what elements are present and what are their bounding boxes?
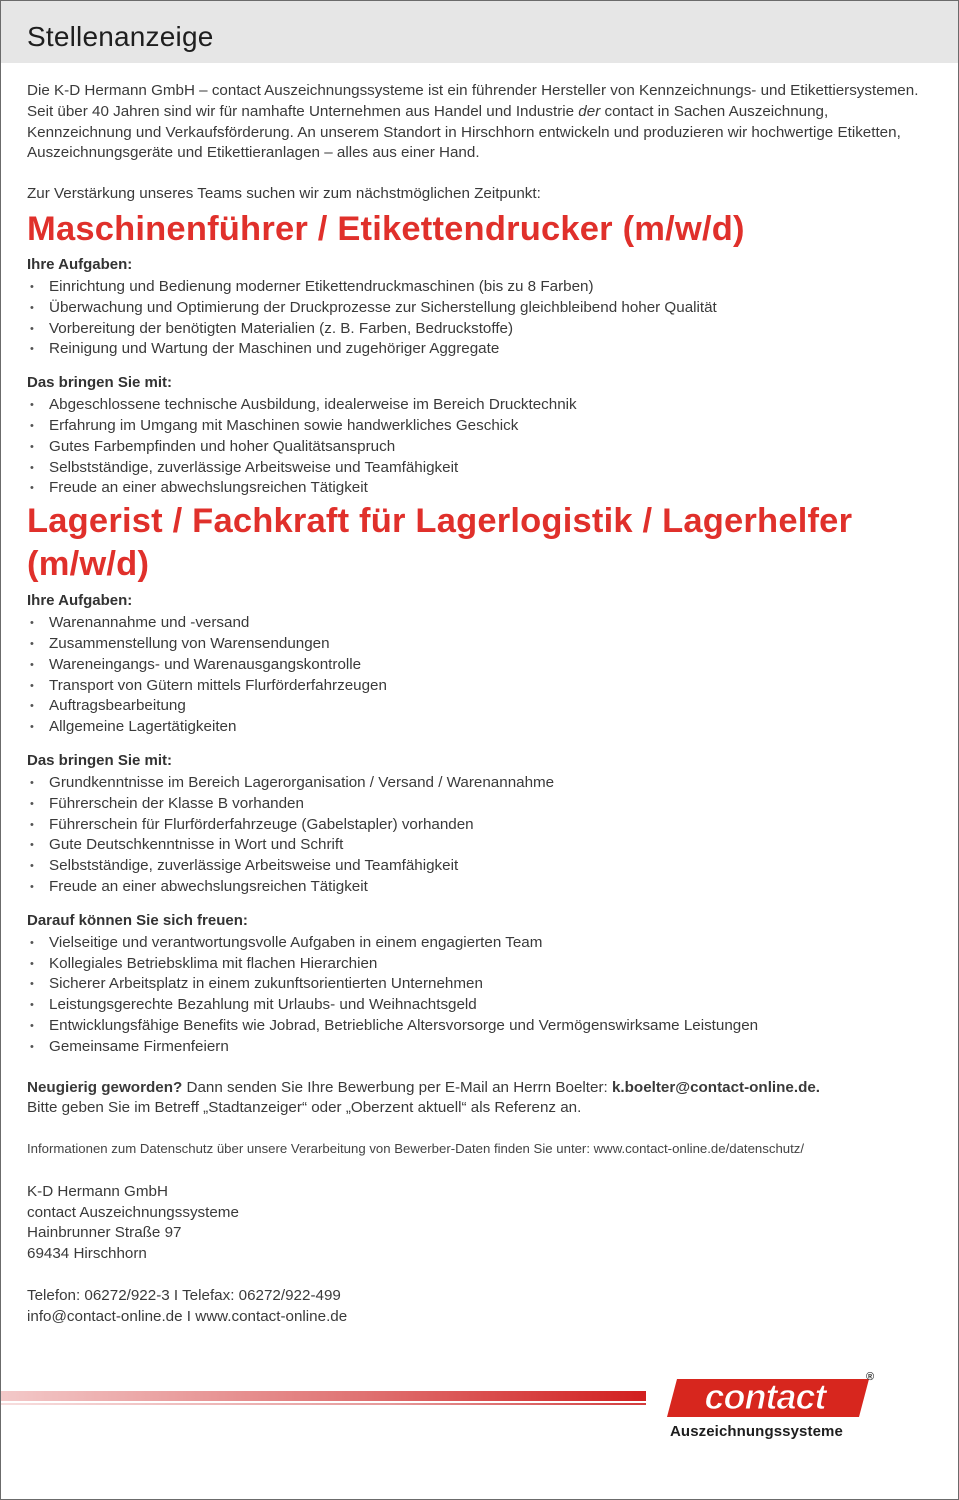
list-item: • Überwachung und Optimierung der Druckprozesse zur Sicherstellung gleichbleibend hoher Qualität [27,298,937,319]
footer-brand-area [1,1371,958,1499]
tasks-heading: Ihre Aufgaben: [27,255,133,273]
intro-text-b: contact in Sachen Auszeichnung, Kennzeichnung und Verkaufsförderung. An unserem Standort in Hirschhorn entwickeln und produzieren wir hochwertige Etiketten, Auszeichnungsgeräte und Etikettieranlagen – alles aus einer Hand. [27,102,901,162]
page-title: Stellenanzeige [27,21,214,52]
requirements-heading: Das bringen Sie mit: [27,374,173,392]
list-item: • Zusammenstellung von Warensendungen [27,634,937,655]
list-item: • Auftragsbearbeitung [27,696,937,717]
list-item: • Warenannahme und -versand [27,613,937,634]
list-item: • Führerschein für Flurförderfahrzeuge (Gabelstapler) vorhanden [27,815,937,836]
intro-italic-word: der [578,102,601,120]
company-city: 69434 Hirschhorn [27,1245,147,1263]
list-item: • Gutes Farbempfinden und hoher Qualitätsanspruch [27,437,937,458]
requirements-heading: Das bringen Sie mit: [27,751,173,769]
decorative-red-stripe [1,1391,646,1401]
application-email-link[interactable]: k.boelter@contact-online.de. [611,1078,821,1096]
list-item: • Wareneingangs- und Warenausgangskontrolle [27,655,937,676]
list-item: • Freude an einer abwechslungsreichen Tätigkeit [27,877,937,898]
benefits-heading: Darauf können Sie sich freuen: [27,911,248,929]
job1-requirements-list [27,395,937,499]
list-item: • Allgemeine Lagertätigkeiten [27,717,937,738]
intro-paragraph [27,81,932,164]
phone-fax-line: Telefon: 06272/922-3 I Telefax: 06272/922-499 [27,1287,341,1305]
job-title-machine-operator: Maschinenführer / Etikettendrucker (m/w/d) [27,209,745,248]
ad-content [27,81,937,1328]
reference-note: Bitte geben Sie im Betreff „Stadtanzeiger“ oder „Oberzent aktuell“ als Referenz an. [27,1099,582,1117]
list-item: • Selbstständige, zuverlässige Arbeitsweise und Teamfähigkeit [27,458,937,479]
list-item: • Sicherer Arbeitsplatz in einem zukunftsorientierten Unternehmen [27,974,937,995]
job1-tasks-list [27,277,937,360]
title-bar [1,1,958,63]
logo-subtitle: Auszeichnungssysteme [670,1423,843,1440]
tasks-heading: Ihre Aufgaben: [27,592,133,610]
job2-tasks-list [27,613,937,738]
cta-text: Dann senden Sie Ihre Bewerbung per E-Mail an Herrn Boelter: [182,1078,612,1096]
email-web-line[interactable]: info@contact-online.de I www.contact-online.de [27,1307,348,1325]
privacy-note: Informationen zum Datenschutz über unsere Verarbeitung von Bewerber-Daten finden Sie unter: www.contact-online.de/datenschutz/ [27,1141,805,1157]
list-item: • Transport von Gütern mittels Flurförderfahrzeugen [27,676,937,697]
company-address [27,1182,937,1265]
list-item: • Grundkenntnisse im Bereich Lagerorganisation / Versand / Warenannahme [27,773,937,794]
company-name: K-D Hermann GmbH [27,1182,168,1200]
application-call-to-action [27,1078,937,1099]
job-title-line-1: Lagerist / Fachkraft für Lagerlogistik / Lagerhelfer [27,502,853,541]
list-item: • Vorbereitung der benötigten Materialien (z. B. Farben, Bedruckstoffe) [27,319,937,340]
list-item: • Entwicklungsfähige Benefits wie Jobrad, Betriebliche Altersvorsorge und Vermögenswirksame Leistungen [27,1016,937,1037]
list-item: • Reinigung und Wartung der Maschinen und zugehöriger Aggregate [27,339,937,360]
decorative-red-line [1,1403,646,1405]
list-item: • Leistungsgerechte Bezahlung mit Urlaubs- und Weihnachtsgeld [27,995,937,1016]
benefits-list [27,933,937,1058]
list-item: • Einrichtung und Bedienung moderner Etikettendruckmaschinen (bis zu 8 Farben) [27,277,937,298]
company-street: Hainbrunner Straße 97 [27,1224,182,1242]
list-item: • Kollegiales Betriebsklima mit flachen Hierarchien [27,954,937,975]
list-item: • Erfahrung im Umgang mit Maschinen sowie handwerkliches Geschick [27,416,937,437]
list-item: • Selbstständige, zuverlässige Arbeitsweise und Teamfähigkeit [27,856,937,877]
list-item: • Gute Deutschkenntnisse in Wort und Schrift [27,835,937,856]
list-item: • Freude an einer abwechslungsreichen Tätigkeit [27,478,937,499]
intro-seeking-line: Zur Verstärkung unseres Teams suchen wir zum nächstmöglichen Zeitpunkt: [27,185,541,203]
intro-text-a: Die K-D Hermann GmbH – contact Auszeichnungssysteme ist ein führender Hersteller von Kennzeichnungs- und Etikettiersystemen. Seit über 40 Jahren sind wir für namhafte Unternehmen aus Handel und Industrie [27,82,919,120]
company-contact [27,1286,937,1328]
job-title-line-2: (m/w/d) [27,545,150,584]
company-division: contact Auszeichnungssysteme [27,1203,239,1221]
job2-requirements-list [27,773,937,898]
cta-lead: Neugierig geworden? [27,1078,183,1096]
list-item: • Führerschein der Klasse B vorhanden [27,794,937,815]
registered-mark: ® [866,1371,875,1383]
logo-wordmark: contact [704,1376,826,1417]
job-title-warehouse [27,500,937,586]
list-item: • Vielseitige und verantwortungsvolle Aufgaben in einem engagierten Team [27,933,937,954]
list-item: • Gemeinsame Firmenfeiern [27,1037,937,1058]
list-item: • Abgeschlossene technische Ausbildung, idealerweise im Bereich Drucktechnik [27,395,937,416]
